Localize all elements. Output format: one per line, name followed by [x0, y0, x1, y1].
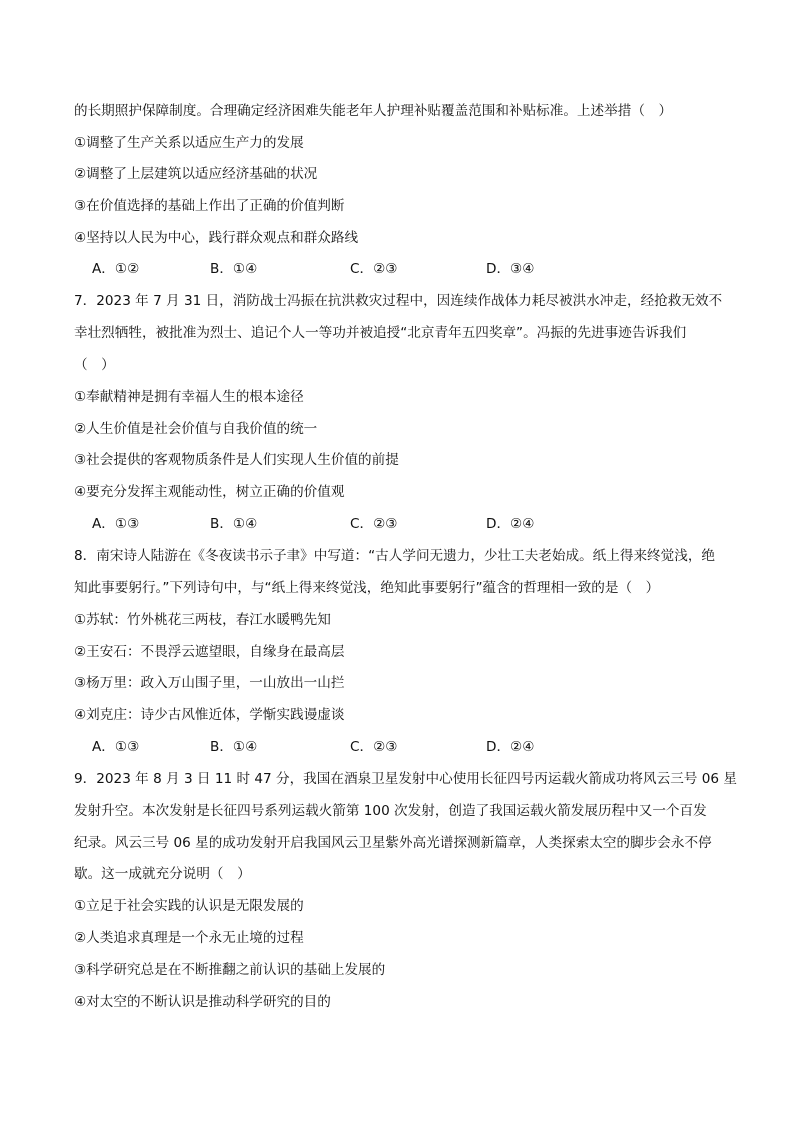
q6-option-a[interactable]: A．①②	[92, 261, 140, 277]
q7-option-c[interactable]: C．②③	[350, 516, 398, 532]
q6-statement-3: ③在价值选择的基础上作出了正确的价值判断	[74, 198, 345, 214]
q9-statement-4: ④对太空的不断认识是推动科学研究的目的	[74, 994, 331, 1010]
q7-stem-line-1: 7．2023 年 7 月 31 日，消防战士冯振在抗洪救灾过程中，因连续作战体力耗尽被洪水冲走，经抢救无效不	[74, 293, 723, 309]
q7-statement-1: ①奉献精神是拥有幸福人生的根本途径	[74, 389, 304, 405]
q8-option-c[interactable]: C．②③	[350, 739, 398, 755]
q8-option-a[interactable]: A．①③	[92, 739, 140, 755]
q9-statement-1: ①立足于社会实践的认识是无限发展的	[74, 898, 304, 914]
q6-statement-2: ②调整了上层建筑以适应经济基础的状况	[74, 166, 318, 182]
q6-option-c[interactable]: C．②③	[350, 261, 398, 277]
q6-option-b[interactable]: B．①④	[210, 261, 258, 277]
q8-statement-4: ④刘克庄：诗少古风惟近体，学惭实践谩虚谈	[74, 707, 345, 723]
q7-options	[92, 514, 652, 534]
q9-stem-line-4: 歇。这一成就充分说明（ ）	[74, 866, 251, 882]
q9-statement-2: ②人类追求真理是一个永无止境的过程	[74, 930, 304, 946]
q9-stem-line-3: 纪录。风云三号 06 星的成功发射开启我国风云卫星紫外高光谱探测新篇章，人类探索太空的脚步会永不停	[74, 835, 712, 851]
q9-statement-3: ③科学研究总是在不断推翻之前认识的基础上发展的	[74, 962, 386, 978]
q7-stem-line-2: 幸壮烈牺牲，被批准为烈士、追记个人一等功并被追授“北京青年五四奖章”。冯振的先进事迹告诉我们	[74, 325, 687, 341]
q6-stem-tail: 的长期照护保障制度。合理确定经济困难失能老年人护理补贴覆盖范围和补贴标准。上述举措（ ）	[74, 103, 673, 119]
q8-options	[92, 737, 652, 757]
q7-option-d[interactable]: D．②④	[486, 516, 535, 532]
q6-statement-4: ④坚持以人民为中心，践行群众观点和群众路线	[74, 230, 359, 246]
q7-option-a[interactable]: A．①③	[92, 516, 140, 532]
q9-stem-line-1: 9．2023 年 8 月 3 日 11 时 47 分，我国在酒泉卫星发射中心使用长征四号丙运载火箭成功将风云三号 06 星	[74, 771, 737, 787]
q8-stem-line-1: 8．南宋诗人陆游在《冬夜读书示子聿》中写道：“古人学问无遗力，少壮工夫老始成。纸上得来终觉浅，绝	[74, 548, 716, 564]
q8-statement-3: ③杨万里：政入万山围子里，一山放出一山拦	[74, 675, 345, 691]
q6-option-d[interactable]: D．③④	[486, 261, 535, 277]
q7-statement-4: ④要充分发挥主观能动性，树立正确的价值观	[74, 484, 345, 500]
q6-statement-1: ①调整了生产关系以适应生产力的发展	[74, 135, 304, 151]
q7-option-b[interactable]: B．①④	[210, 516, 258, 532]
q6-options	[92, 259, 652, 279]
q8-statement-1: ①苏轼：竹外桃花三两枝，春江水暖鸭先知	[74, 612, 331, 628]
q7-statement-3: ③社会提供的客观物质条件是人们实现人生价值的前提	[74, 452, 399, 468]
q8-option-d[interactable]: D．②④	[486, 739, 535, 755]
q9-stem-line-2: 发射升空。本次发射是长征四号系列运载火箭第 100 次发射，创造了我国运载火箭发展历程中又一个百发	[74, 803, 707, 819]
q7-answer-bracket: （ ）	[74, 357, 115, 373]
q8-option-b[interactable]: B．①④	[210, 739, 258, 755]
q8-statement-2: ②王安石：不畏浮云遮望眼，自缘身在最高层	[74, 644, 345, 660]
q7-statement-2: ②人生价值是社会价值与自我价值的统一	[74, 421, 318, 437]
q8-stem-line-2: 知此事要躬行。”下列诗句中，与“纸上得来终觉浅，绝知此事要躬行”蕴含的哲理相一致的是（ ）	[74, 580, 660, 596]
